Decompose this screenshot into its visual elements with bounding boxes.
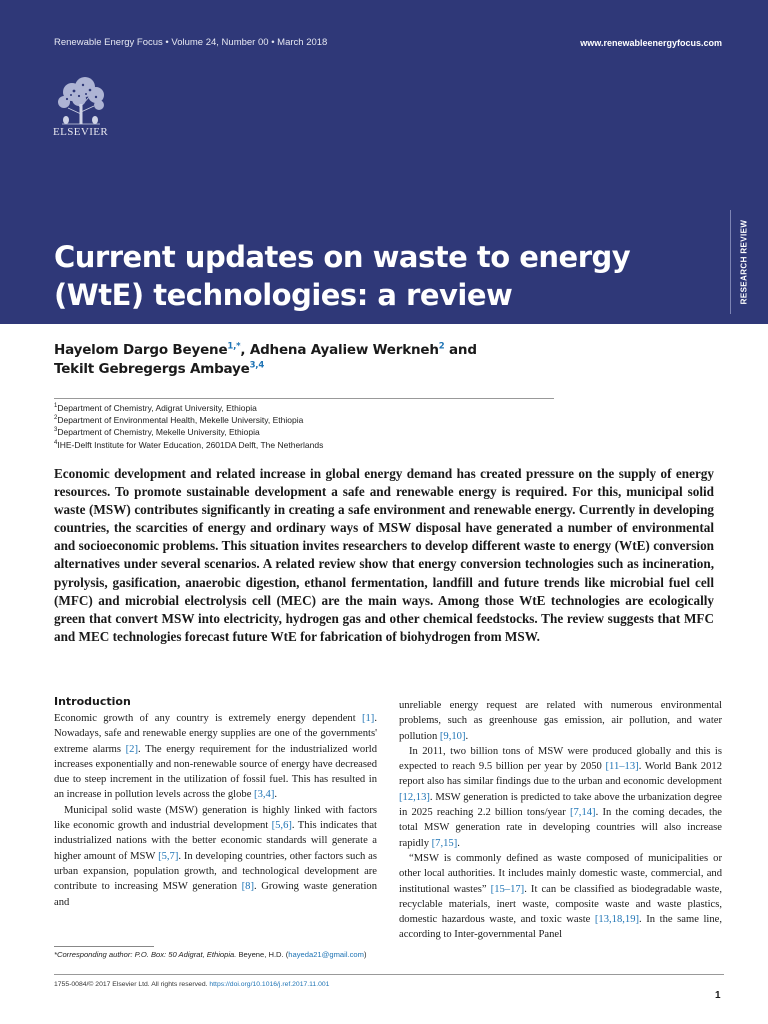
citation-link[interactable]: [5,6]: [271, 820, 292, 832]
citation-link[interactable]: [7,15]: [431, 837, 458, 849]
paragraph-text: Economic growth of any country is extremely energy dependent: [54, 713, 362, 724]
citation-link[interactable]: [13,18,19]: [594, 914, 640, 926]
affiliation-text: Department of Chemistry, Mekelle University, Ethiopia: [57, 427, 260, 438]
citation-link[interactable]: [1]: [361, 713, 375, 724]
affiliation-number: 2: [54, 415, 58, 422]
publisher-name: ELSEVIER: [53, 126, 109, 138]
paragraph-text: . Nowadays, safe and renewable energy supplies are one of the governments' extreme alarms: [54, 713, 377, 755]
affiliation-number: 1: [54, 403, 58, 410]
article-banner: [0, 0, 768, 324]
paragraph-text: Municipal solid waste (MSW) generation is highly linked with factors like economic growth and industrial development: [54, 804, 377, 832]
citation-link[interactable]: [3,4]: [254, 789, 275, 801]
section-label: RESEARCH REVIEW: [739, 219, 749, 305]
affiliation-item: [54, 439, 554, 451]
paragraph-text: In 2011, two billion tons of MSW were produced globally and this is expected to reach 9.5 billion per year by 2050: [399, 745, 722, 773]
footer-divider: [54, 974, 724, 975]
affiliation-text: Department of Chemistry, Adigrat University, Ethiopia: [57, 403, 257, 413]
section-heading-introduction: Introduction: [54, 695, 131, 708]
affiliations: [54, 398, 554, 451]
paragraph-text: . In the coming decades, the total MSW generation rate in developing countries will also increase rapidly: [399, 807, 722, 849]
footnote-label: *Corresponding author: P.O. Box: 50 Adigrat, Ethiopia.: [54, 950, 237, 959]
corresponding-author-footnote: [54, 950, 384, 960]
body-paragraph: [399, 744, 722, 851]
footnote-close: ): [363, 950, 367, 959]
affiliation-item: [54, 402, 554, 414]
paragraph-text: . World Bank 2012 report also has similar findings due to the urban and economic development: [399, 761, 722, 788]
left-column: [54, 694, 377, 910]
citation-link[interactable]: [9,10]: [439, 730, 466, 742]
citation-link[interactable]: [7,14]: [569, 807, 596, 819]
citation-link[interactable]: [11–13]: [605, 761, 639, 773]
copyright-text: 1755-0084/© 2017 Elsevier Ltd. All rights reserved.: [54, 981, 210, 988]
page-number: 1: [715, 990, 721, 1001]
body-paragraph: [54, 711, 377, 803]
affiliation-number: 4: [54, 439, 58, 446]
paragraph-text: unreliable energy request are related with numerous environmental problems, such as greenhouse gas emission, air pollution, and water pollution: [399, 700, 722, 742]
doi-link[interactable]: https://doi.org/10.1016/j.ref.2017.11.001: [209, 981, 330, 988]
paragraph-text: . It can be classified as biodegradable waste, recyclable materials, inert waste, composite waste and waste plastics, domestic hazardous waste, and toxic waste: [399, 883, 722, 926]
author-name: Hayelom Dargo Beyene: [54, 342, 228, 358]
section-divider: [730, 210, 731, 314]
paragraph-text: . The energy requirement for the industrialized world increases exponentially and non-renewable source of energy have decreased due to steep increment in the utilization of fossil fuel. This has resulted in an increase in pollution levels across the globe: [54, 743, 377, 801]
journal-url-link[interactable]: www.renewableenergyfocus.com: [580, 38, 722, 48]
body-paragraph: [399, 851, 722, 943]
paragraph-text: . In the same line, according to Inter-governmental Panel: [399, 914, 722, 941]
author-name: Tekilt Gebregergs Ambaye: [54, 361, 250, 377]
affiliation-item: [54, 414, 554, 426]
affiliation-number: 3: [54, 427, 58, 434]
body-paragraph: [399, 698, 722, 744]
paragraph-text: .: [457, 837, 460, 849]
right-column: [399, 698, 722, 943]
section-tab: [735, 212, 753, 312]
citation-link[interactable]: [2]: [125, 743, 139, 755]
affiliation-text: Department of Environmental Health, Mekelle University, Ethiopia: [57, 415, 304, 426]
journal-info: Renewable Energy Focus • Volume 24, Number 00 • March 2018: [54, 37, 328, 48]
author-list: [54, 341, 694, 379]
body-paragraph: [54, 803, 377, 910]
paragraph-text: . MSW generation is predicted to take above the urbanization degree in 2025 reaching 2.2 billion tons/year: [399, 791, 722, 819]
elsevier-tree-logo-icon: [52, 74, 110, 126]
paragraph-text: .: [465, 730, 469, 742]
paragraph-text: . In developing countries, other factors such as urban expansion, population growth, and technological development are contribute to increasing MSW generation: [54, 850, 377, 893]
citation-link[interactable]: [5,7]: [158, 850, 179, 862]
affiliation-text: IHE-Delft Institute for Water Education, 2601DA Delft, The Netherlands: [57, 439, 324, 450]
author-affiliation-marker[interactable]: 1,*: [227, 341, 241, 352]
citation-link[interactable]: [12,13]: [399, 791, 430, 803]
author-email-link[interactable]: hayeda21@gmail.com: [288, 950, 364, 959]
affiliation-item: [54, 426, 554, 438]
paragraph-text: . This indicates that industrialized nations with the better economic standards will generate a higher amount of MSW: [54, 820, 377, 862]
author-affiliation-marker[interactable]: 2: [438, 341, 445, 352]
citation-link[interactable]: [15–17]: [490, 883, 525, 895]
article-title: Current updates on waste to energy (WtE) technologies: a review: [54, 240, 631, 312]
author-separator: ,: [240, 342, 250, 358]
paragraph-text: “MSW is commonly defined as waste composed of municipalities or other local authorities. It includes mainly domestic waste, commercial, and institutional wastes”: [399, 852, 722, 895]
author-affiliation-marker[interactable]: 3,4: [249, 360, 265, 371]
paragraph-text: . Growing waste generation and: [54, 881, 377, 908]
footnote-divider: [54, 946, 154, 947]
author-name: Adhena Ayaliew Werkneh: [249, 342, 439, 358]
paragraph-text: .: [274, 789, 278, 801]
abstract: Economic development and related increase in global energy demand has created pressure on the supply of energy resources. To promote sustainable development a safe and renewable energy is required. For this, municipal solid waste (MSW) contributes significantly in creating a safe environment and renewable energy. Currently in developing countries, the scarcities of energy and ordinary ways of MSW disposal have generated a number of environmental and socioeconomic problems. This situation invites researchers to develop different waste to energy (WtE) conversion alternatives under several scenarios. A related review show that energy conversion technologies such as incineration, pyrolysis, gasification, anaerobic digestion, ethanol fermentation, landfill and future trends like microbial fuel cell (MFC) and microbial electrolysis cell (MEC) are the main ways. Among those WtE technologies are ecologically green that convert MSW into electricity, hydrogen gas and other chemical feedstocks. The review suggests that MFC and MEC technologies forecast future WtE for fabrication of biohydrogen from MSW.: [54, 466, 714, 644]
footnote-name: Beyene, H.D. (: [236, 950, 289, 959]
copyright-line: [54, 981, 329, 988]
author-separator: and: [444, 342, 477, 358]
citation-link[interactable]: [8]: [241, 881, 254, 893]
